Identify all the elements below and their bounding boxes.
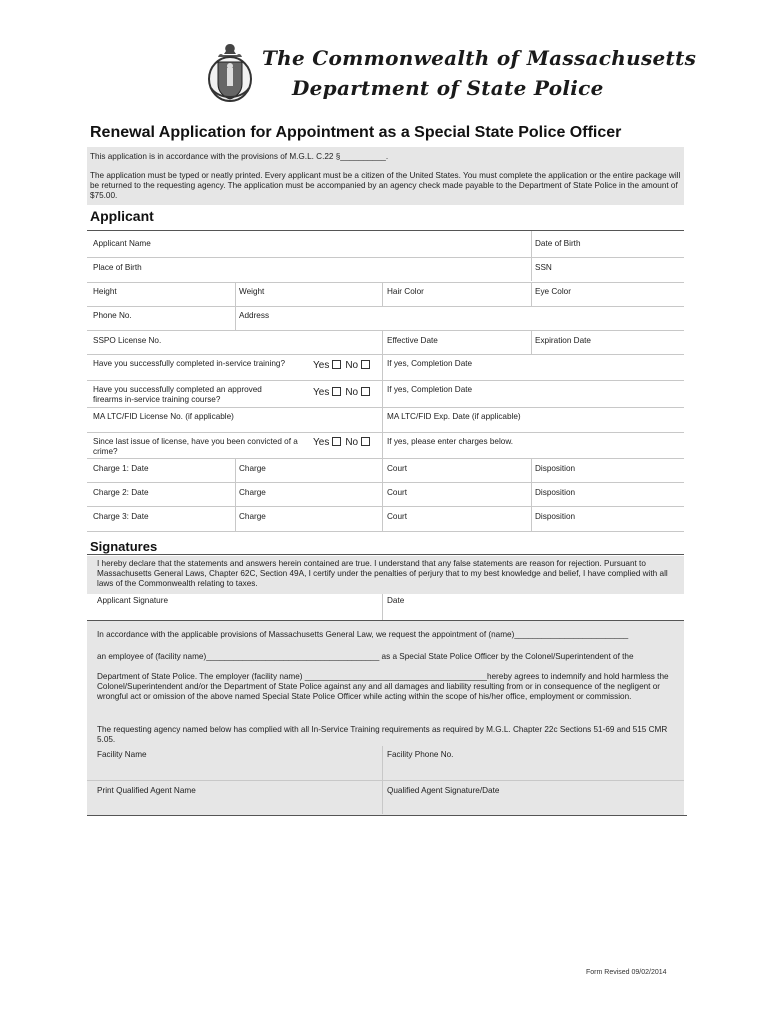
statute-line: This application is in accordance with the provisions of M.G.L. C.22 §__________. [90, 152, 389, 161]
row-line [87, 257, 684, 258]
no-label: No [345, 360, 359, 371]
letterhead-department: Department of State Police [292, 76, 604, 100]
applicant-name-label: Applicant Name [93, 239, 151, 248]
inservice-question: Have you successfully completed in-service training? [93, 359, 286, 368]
height-label: Height [93, 287, 117, 296]
indemnify-text: Department of State Police. The employer (facility name) ________________________________________hereby agrees to indemnify and hold harmless the Colonel/Superintendent and/or the Department of State Police against any and all damages and liability resulting from or in consequence of the negligent or wrongful act or omission of the above named Special State Police Officer while acting within the scope of his/her office, employment or commission. [97, 672, 669, 701]
inservice-yes-checkbox[interactable] [332, 360, 341, 369]
yes-label: Yes [313, 387, 330, 398]
charge-2-disposition: Disposition [535, 488, 576, 497]
facility-phone-label: Facility Phone No. [387, 750, 454, 759]
col-line [235, 458, 236, 531]
charge-3-disposition: Disposition [535, 512, 576, 521]
row-line [87, 432, 684, 433]
firearms-completion-label: If yes, Completion Date [387, 385, 473, 394]
firearms-yes-checkbox[interactable] [332, 387, 341, 396]
yes-label: Yes [313, 437, 330, 448]
charge-1-date: Charge 1: Date [93, 464, 149, 473]
row-line [87, 282, 684, 283]
ssn-label: SSN [535, 263, 552, 272]
col-line [531, 282, 532, 306]
firearms-no-checkbox[interactable] [361, 387, 370, 396]
print-agent-label: Print Qualified Agent Name [97, 786, 196, 795]
row-line [87, 458, 684, 459]
charge-3-charge: Charge [239, 512, 266, 521]
effective-date-label: Effective Date [387, 336, 438, 345]
applicant-divider [87, 230, 684, 231]
sspo-license-label: SSPO License No. [93, 336, 162, 345]
commonwealth-seal-icon [205, 42, 255, 104]
letterhead-commonwealth: The Commonwealth of Massachusetts [262, 46, 697, 70]
charges-instruction: If yes, please enter charges below. [387, 437, 514, 446]
applicant-heading: Applicant [90, 208, 154, 224]
col-line [531, 330, 532, 354]
firearms-yes-no [313, 387, 374, 398]
date-of-birth-label: Date of Birth [535, 239, 581, 248]
ltc-license-label: MA LTC/FID License No. (if applicable) [93, 412, 234, 421]
inservice-yes-no [313, 360, 374, 371]
row-line [87, 407, 684, 408]
agency-divider [87, 620, 684, 621]
charge-2-date: Charge 2: Date [93, 488, 149, 497]
row-line [87, 380, 684, 381]
form-revision: Form Revised 09/02/2014 [586, 969, 667, 976]
row-line [87, 506, 684, 507]
row-line [87, 531, 684, 532]
col-line [531, 458, 532, 531]
yes-label: Yes [313, 360, 330, 371]
facility-employee-line: an employee of (facility name)______________________________________ as a Special State Police Officer by the Colonel/Superintendent of the [97, 652, 634, 661]
row-line [87, 306, 684, 307]
inservice-completion-label: If yes, Completion Date [387, 359, 473, 368]
instructions-text: The application must be typed or neatly printed. Every applicant must be a citizen of the United States. You must complete the application or the entire package will be returned to the requesting agency. The application must be accompanied by an agency check made payable to the Department of State Police in the amount of $75.00. [90, 171, 681, 200]
crime-no-checkbox[interactable] [361, 437, 370, 446]
applicant-signature-label: Applicant Signature [97, 596, 169, 605]
row-line [87, 780, 684, 781]
compliance-text: The requesting agency named below has complied with all In-Service Training requirements as required by M.G.L. Chapter 22c Sections 51-69 and 515 CMR 5.05. [97, 725, 668, 744]
declaration-box [87, 556, 684, 594]
no-label: No [345, 437, 359, 448]
charge-1-court: Court [387, 464, 408, 473]
charge-3-court: Court [387, 512, 408, 521]
place-of-birth-label: Place of Birth [93, 263, 142, 272]
col-line [382, 594, 383, 620]
charge-3-date: Charge 3: Date [93, 512, 149, 521]
col-line [531, 231, 532, 281]
charge-2-charge: Charge [239, 488, 266, 497]
declaration-text: I hereby declare that the statements and answers herein contained are true. I understand that any false statements are reason for rejection. Pursuant to Massachusetts General Laws, Chapter 62C, Section 49A, I certify under the penalties of perjury that to my best knowledge and belief, I have complied with all laws of the Commonwealth relating to taxes. [97, 559, 668, 588]
no-label: No [345, 387, 359, 398]
intro-box [87, 147, 684, 205]
signature-date-label: Date [387, 596, 405, 605]
ltc-exp-label: MA LTC/FID Exp. Date (if applicable) [387, 412, 521, 421]
crime-question: Since last issue of license, have you been convicted of a crime? [93, 437, 298, 456]
signatures-heading: Signatures [90, 539, 158, 554]
address-label: Address [239, 311, 270, 320]
firearms-question: Have you successfully completed an approved firearms in-service training course? [93, 385, 262, 404]
form-title: Renewal Application for Appointment as a Special State Police Officer [90, 124, 622, 141]
col-line [235, 282, 236, 330]
row-line [87, 482, 684, 483]
form-bottom-rule [87, 815, 687, 816]
weight-label: Weight [239, 287, 265, 296]
charge-1-charge: Charge [239, 464, 266, 473]
hair-color-label: Hair Color [387, 287, 424, 296]
agent-signature-label: Qualified Agent Signature/Date [387, 786, 500, 795]
row-line [87, 330, 684, 331]
letterhead [200, 40, 697, 110]
facility-name-label: Facility Name [97, 750, 147, 759]
phone-label: Phone No. [93, 311, 132, 320]
signatures-divider [87, 554, 684, 555]
eye-color-label: Eye Color [535, 287, 571, 296]
col-line [382, 282, 383, 306]
crime-yes-no [313, 437, 374, 448]
row-line [87, 354, 684, 355]
crime-yes-checkbox[interactable] [332, 437, 341, 446]
col-line [382, 330, 383, 531]
inservice-no-checkbox[interactable] [361, 360, 370, 369]
charge-1-disposition: Disposition [535, 464, 576, 473]
expiration-date-label: Expiration Date [535, 336, 591, 345]
charge-2-court: Court [387, 488, 408, 497]
appointment-request-line: In accordance with the applicable provisions of Massachusetts General Law, we request the appointment of (name)_________________________ [97, 630, 629, 639]
